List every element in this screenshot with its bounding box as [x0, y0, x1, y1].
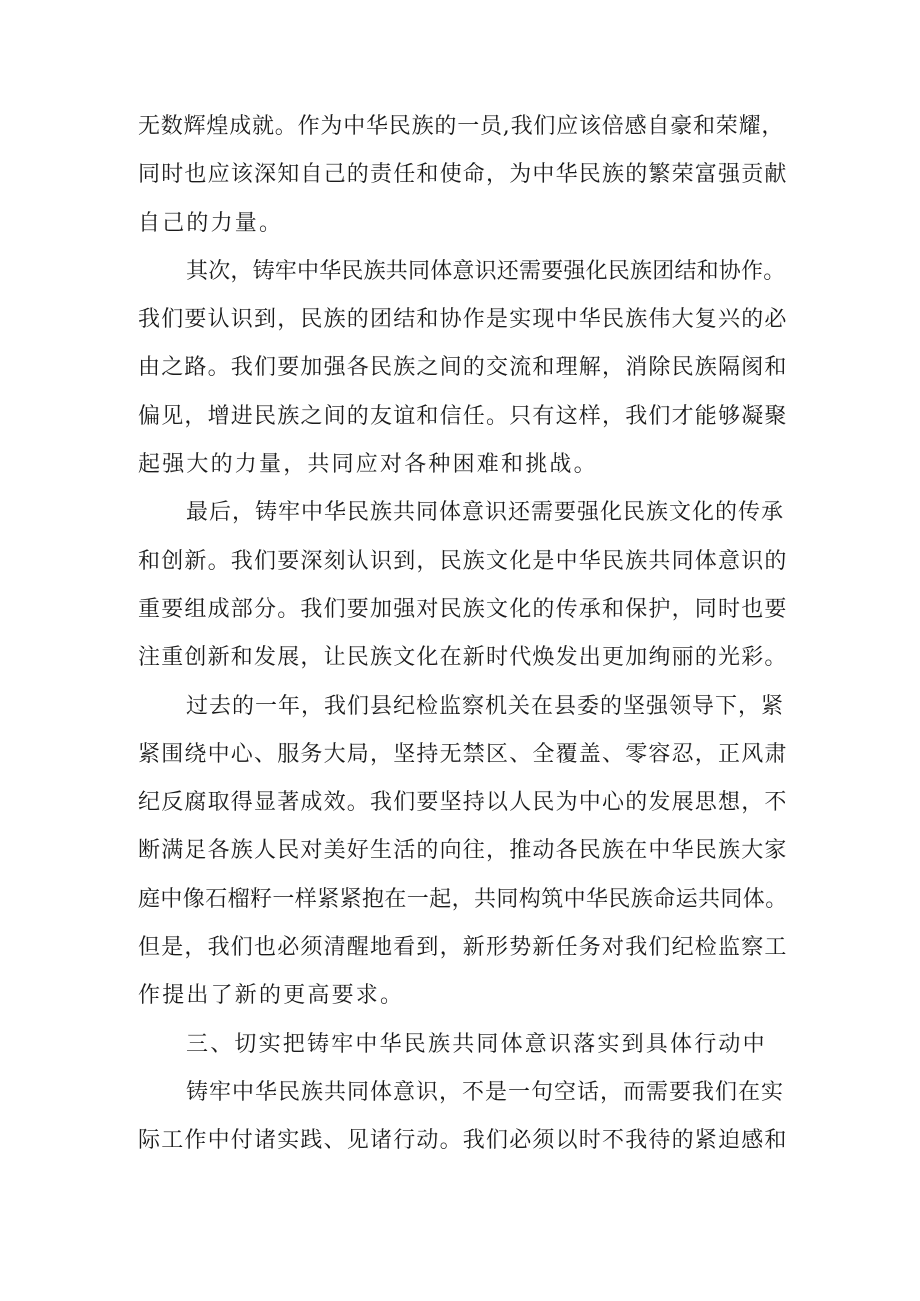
- text-line: 我们要认识到，民族的团结和协作是实现中华民族伟大复兴的必: [138, 307, 788, 333]
- paragraph-first-line: 最后，铸牢中华民族共同体意识还需要强化民族文化的传承: [186, 500, 785, 526]
- text-line: 同时也应该深知自己的责任和使命，为中华民族的繁荣富强贡献: [138, 162, 788, 188]
- text-line: 纪反腐取得显著成效。我们要坚持以人民为中心的发展思想，不: [138, 790, 788, 816]
- document-body: [138, 103, 788, 1166]
- text-line: 起强大的力量，共同应对各种困难和挑战。: [138, 452, 598, 478]
- text-line: 断满足各族人民对美好生活的向往，推动各民族在中华民族大家: [138, 838, 788, 864]
- text-line: 自己的力量。: [138, 210, 284, 236]
- text-line: 偏见，增进民族之间的友谊和信任。只有这样，我们才能够凝聚: [138, 403, 788, 429]
- paragraph-first-line: 过去的一年，我们县纪检监察机关在县委的坚强领导下，紧: [186, 693, 785, 719]
- text-line: 和创新。我们要深刻认识到，民族文化是中华民族共同体意识的: [138, 548, 788, 574]
- text-line: 作提出了新的更高要求。: [138, 983, 405, 1009]
- text-line: 际工作中付诸实践、见诸行动。我们必须以时不我待的紧迫感和: [138, 1128, 788, 1154]
- paragraph-first-line: 铸牢中华民族共同体意识，不是一句空话，而需要我们在实: [186, 1079, 785, 1105]
- text-line: 由之路。我们要加强各民族之间的交流和理解，消除民族隔阂和: [138, 355, 788, 381]
- text-line: 但是，我们也必须清醒地看到，新形势新任务对我们纪检监察工: [138, 935, 788, 961]
- text-line: 庭中像石榴籽一样紧紧抱在一起，共同构筑中华民族命运共同体。: [138, 886, 788, 912]
- text-line: 重要组成部分。我们要加强对民族文化的传承和保护，同时也要: [138, 596, 788, 622]
- text-line: 注重创新和发展，让民族文化在新时代焕发出更加绚丽的光彩。: [138, 645, 788, 671]
- paragraph-first-line: 其次，铸牢中华民族共同体意识还需要强化民族团结和协作。: [186, 258, 786, 284]
- text-line: 紧围绕中心、服务大局，坚持无禁区、全覆盖、零容忍，正风肃: [138, 741, 788, 767]
- section-heading: 三、切实把铸牢中华民族共同体意识落实到具体行动中: [186, 1031, 767, 1057]
- text-line: 无数辉煌成就。作为中华民族的一员,我们应该倍感自豪和荣耀，: [138, 114, 785, 139]
